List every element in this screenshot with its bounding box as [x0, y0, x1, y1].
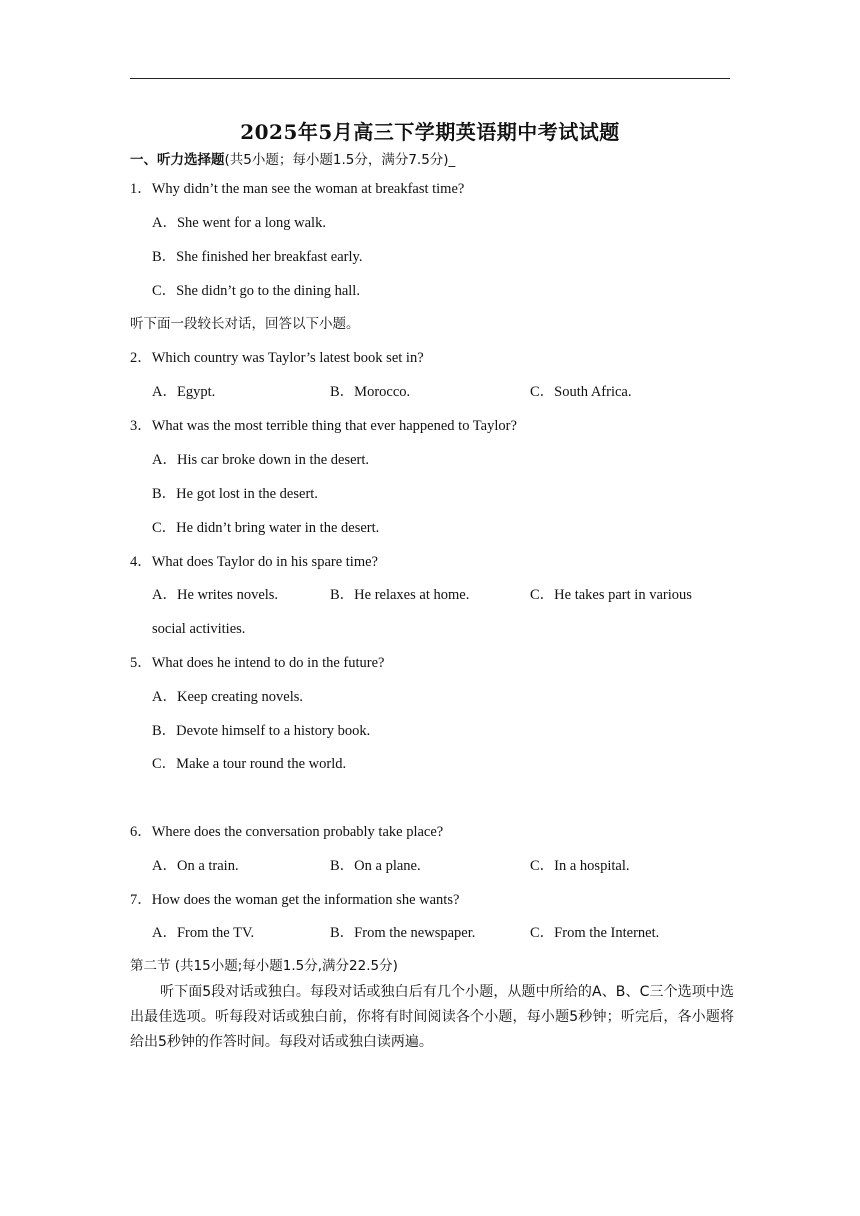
- question-1-option-a: A．She went for a long walk.: [152, 215, 326, 231]
- page-title: 2025年5月高三下学期英语期中考试试题: [240, 120, 620, 144]
- question-6-option-a: A．On a train.: [152, 858, 239, 874]
- question-4-stem: 4．What does Taylor do in his spare time?: [130, 554, 378, 570]
- question-5-option-c: C．Make a tour round the world.: [152, 756, 347, 772]
- question-2-option-b: B．Morocco.: [330, 384, 411, 400]
- question-4-option-c: C．He takes part in various: [530, 587, 692, 603]
- long-dialog-instruction: 听下面一段较长对话，回答以下小题。: [130, 316, 360, 332]
- question-2-option-a: A．Egypt.: [152, 384, 216, 400]
- question-1-option-c: C．She didn’t go to the dining hall.: [152, 283, 360, 299]
- section1-heading-label: 一、听力选择题: [130, 152, 225, 168]
- question-5-option-a: A．Keep creating novels.: [152, 689, 303, 705]
- section2-heading: 第二节 (共15小题;每小题1.5分,满分22.5分): [130, 958, 398, 974]
- question-3-option-a: A．His car broke down in the desert.: [152, 452, 370, 468]
- question-3-option-c: C．He didn’t bring water in the desert.: [152, 520, 380, 536]
- question-3-option-b: B．He got lost in the desert.: [152, 486, 318, 502]
- question-6-option-c: C．In a hospital.: [530, 858, 630, 874]
- question-2-stem: 2．Which country was Taylor’s latest book set in?: [130, 350, 424, 366]
- question-7-option-c: C．From the Internet.: [530, 925, 660, 941]
- question-1-stem: 1．Why didn’t the man see the woman at breakfast time?: [130, 181, 465, 197]
- header-rule: [130, 78, 730, 79]
- question-1-option-b: B．She finished her breakfast early.: [152, 249, 363, 265]
- section2-instructions: 听下面5段对话或独白。每段对话或独白后有几个小题，从题中所给的A、B、C三个选项中选出最佳选项。听每段对话或独白前，你将有时间阅读各个小题，每小题5秒钟；听完后，各小题将给出5秒钟的作答时间。每段对话或独白读两遍。: [130, 984, 734, 1050]
- question-4-option-b: B．He relaxes at home.: [330, 587, 470, 603]
- question-7-stem: 7．How does the woman get the information she wants?: [130, 892, 460, 908]
- question-7-option-b: B．From the newspaper.: [330, 925, 476, 941]
- question-6-option-b: B．On a plane.: [330, 858, 421, 874]
- question-7-option-a: A．From the TV.: [152, 925, 255, 941]
- section1-heading-detail: (共5小题；每小题1.5分，满分7.5分)_: [224, 152, 456, 168]
- section1-heading: [130, 151, 455, 169]
- question-4-option-c-continuation: social activities.: [152, 621, 246, 637]
- question-5-stem: 5．What does he intend to do in the future?: [130, 655, 385, 671]
- question-6-stem: 6．Where does the conversation probably take place?: [130, 824, 444, 840]
- question-3-stem: 3．What was the most terrible thing that ever happened to Taylor?: [130, 418, 517, 434]
- question-5-option-b: B．Devote himself to a history book.: [152, 723, 371, 739]
- question-2-option-c: C．South Africa.: [530, 384, 632, 400]
- question-4-option-a: A．He writes novels.: [152, 587, 279, 603]
